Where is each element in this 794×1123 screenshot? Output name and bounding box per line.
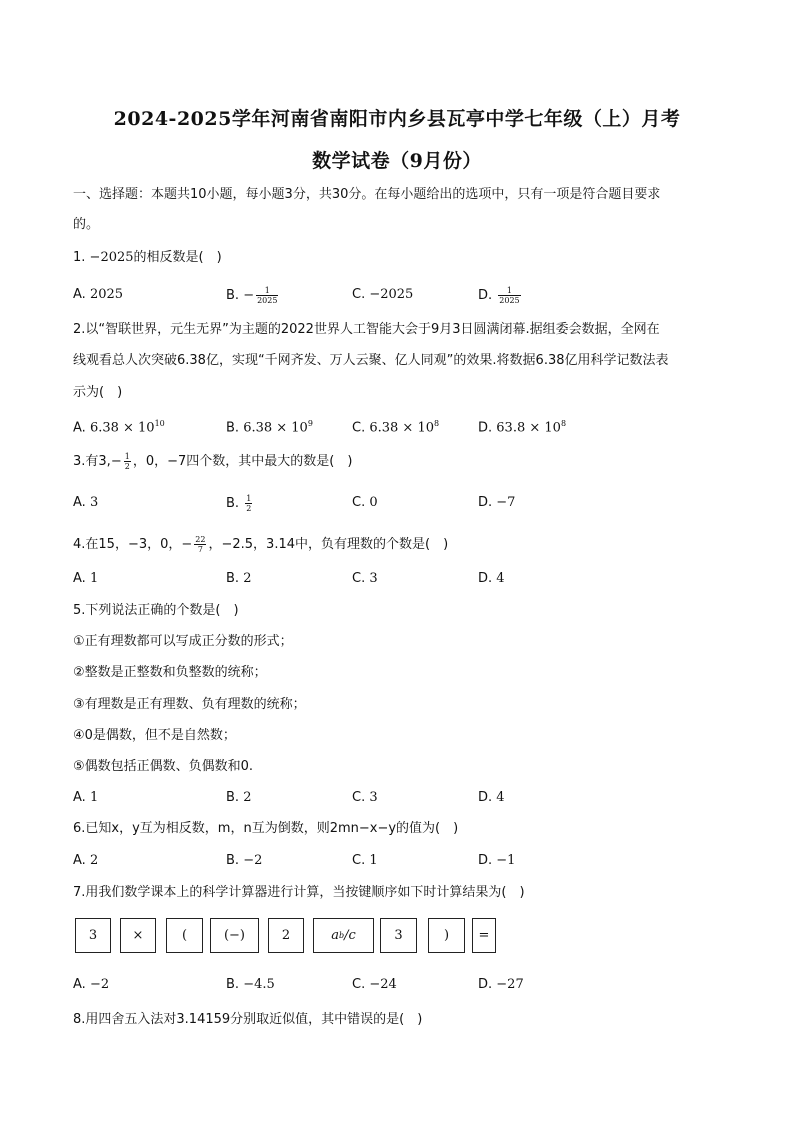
question-4-option-b xyxy=(226,570,251,588)
stem-text: 4.在15，−3，0， xyxy=(73,537,182,552)
fraction-key-c: /c xyxy=(344,928,356,943)
option-label: A. xyxy=(73,977,90,992)
question-4-stem xyxy=(73,535,723,554)
option-value: −27 xyxy=(496,977,524,992)
exam-title-line-1: 2024-2025学年河南省南阳市内乡县瓦亭中学七年级（上）月考 xyxy=(113,108,681,130)
question-4-option-d xyxy=(478,570,505,588)
question-5-statement-5: ⑤偶数包括正偶数、负偶数和0. xyxy=(73,759,254,774)
question-1-option-a xyxy=(73,286,123,304)
option-label: B. xyxy=(226,496,244,511)
option-label: B. xyxy=(226,420,244,436)
numerator: 22 xyxy=(195,535,206,544)
option-label: B. xyxy=(226,288,244,303)
question-5-option-c xyxy=(352,789,378,807)
minus-sign: − xyxy=(243,288,255,303)
math-value: −2025 xyxy=(89,250,134,265)
fraction-key-b: b xyxy=(338,931,345,940)
calculator-key-3-second: 3 xyxy=(380,918,417,953)
denominator: 2 xyxy=(124,462,130,471)
exponent: 10 xyxy=(154,419,165,428)
question-5-statement-1: ①正有理数都可以写成正分数的形式； xyxy=(73,634,293,649)
question-7-option-c xyxy=(352,976,397,994)
question-3-option-d xyxy=(478,494,515,512)
question-6-stem: 6.已知x，y互为相反数，m，n互为倒数，则2mn−x−y的值为( ) xyxy=(73,821,459,836)
option-label: D. xyxy=(478,420,497,436)
option-label: B. xyxy=(226,853,244,868)
question-7-stem: 7.用我们数学课本上的科学计算器进行计算，当按键顺序如下时计算结果为( ) xyxy=(73,885,525,900)
denominator: 7 xyxy=(197,545,203,554)
question-2-option-c xyxy=(352,415,439,437)
section-instructions-line-2: 的。 xyxy=(73,217,100,232)
option-label: A. xyxy=(73,571,90,586)
option-value: 2 xyxy=(243,571,252,586)
option-label: C. xyxy=(352,571,370,586)
option-value: 4 xyxy=(496,571,505,586)
option-label: C. xyxy=(352,420,370,436)
option-value: −24 xyxy=(369,977,397,992)
fraction xyxy=(256,286,278,305)
fraction-key-a: a xyxy=(331,928,339,943)
option-value: −2 xyxy=(89,977,110,992)
question-8-stem: 8.用四舍五入法对3.14159分别取近似值，其中错误的是( ) xyxy=(73,1012,423,1027)
question-5-statement-3: ③有理数是正有理数、负有理数的统称； xyxy=(73,697,306,712)
question-7-option-d xyxy=(478,976,524,994)
option-value: 3 xyxy=(369,571,378,586)
option-label: D. xyxy=(478,288,497,303)
option-value: −1 xyxy=(496,853,516,868)
option-value: −4.5 xyxy=(243,977,275,992)
numerator: 1 xyxy=(256,286,278,296)
exponent: 9 xyxy=(307,419,313,428)
question-6-option-a xyxy=(73,852,98,870)
option-label: A. xyxy=(73,495,90,510)
question-2-option-b xyxy=(226,415,313,437)
denominator: 2025 xyxy=(499,296,520,305)
question-1-option-b xyxy=(226,286,280,305)
option-label: B. xyxy=(226,790,244,805)
question-6-option-c xyxy=(352,852,378,870)
option-value: 2 xyxy=(89,853,99,868)
option-value: 1 xyxy=(89,571,99,586)
question-6-option-d xyxy=(478,852,515,870)
question-1-option-d xyxy=(478,286,523,305)
calculator-key-fraction xyxy=(313,918,374,953)
question-7-option-a xyxy=(73,976,109,994)
calculator-key-close-paren: ) xyxy=(428,918,465,953)
calculator-key-multiply: × xyxy=(120,918,156,953)
option-label: C. xyxy=(352,790,370,805)
option-label: A. xyxy=(73,420,90,436)
option-label: A. xyxy=(73,853,90,868)
minus-sign: − xyxy=(110,454,122,469)
option-value: 2025 xyxy=(89,287,124,302)
question-1-stem xyxy=(73,249,723,267)
calculator-key-negative: (−) xyxy=(210,918,259,953)
question-5-statement-2: ②整数是正整数和负整数的统称； xyxy=(73,665,267,680)
option-label: D. xyxy=(478,977,497,992)
denominator: 2 xyxy=(246,504,252,513)
fraction xyxy=(124,452,131,471)
option-label: D. xyxy=(478,853,497,868)
minus-sign: − xyxy=(181,537,193,552)
question-1-option-c xyxy=(352,286,413,304)
exponent: 8 xyxy=(434,419,440,428)
question-4-option-c xyxy=(352,570,378,588)
question-6-option-b xyxy=(226,852,262,870)
question-2-stem-line-1: 2.以“智联世界，元生无界”为主题的2022世界人工智能大会于9月3日圆满闭幕.据组委会数据，全网在 xyxy=(73,322,660,337)
option-label: C. xyxy=(352,287,370,302)
option-value: −2 xyxy=(243,853,263,868)
option-label: C. xyxy=(352,977,370,992)
stem-text: ，0，−7四个数，其中最大的数是( ) xyxy=(132,454,353,469)
numerator: 1 xyxy=(246,494,252,503)
option-value: 4 xyxy=(496,790,505,805)
option-label: C. xyxy=(352,495,370,510)
stem-text: 3.有3, xyxy=(73,454,111,469)
question-2-option-d xyxy=(478,415,566,437)
option-value: 3 xyxy=(369,790,378,805)
option-value: −7 xyxy=(496,495,516,510)
question-3-option-c xyxy=(352,494,378,512)
calculator-key-3: 3 xyxy=(75,918,111,953)
option-value: 6.38 × 10 xyxy=(89,420,155,436)
option-value: 2 xyxy=(243,790,252,805)
option-label: A. xyxy=(73,790,90,805)
fraction xyxy=(498,286,520,305)
calculator-key-equals: = xyxy=(472,918,496,953)
question-5-option-a xyxy=(73,789,98,807)
option-label: D. xyxy=(478,790,497,805)
fraction xyxy=(245,494,252,513)
exam-title-line-2: 数学试卷（9月份） xyxy=(312,150,482,172)
question-5-option-b xyxy=(226,789,251,807)
option-label: A. xyxy=(73,287,90,302)
option-label: D. xyxy=(478,571,497,586)
question-3-option-b xyxy=(226,494,254,513)
fraction xyxy=(194,535,206,554)
option-value: 3 xyxy=(89,495,99,510)
numerator: 1 xyxy=(498,286,520,296)
option-value: −2025 xyxy=(369,287,414,302)
question-3-stem xyxy=(73,452,723,471)
denominator: 2025 xyxy=(257,296,278,305)
option-value: 1 xyxy=(89,790,99,805)
question-2-stem-line-2: 线观看总人次突破6.38亿，实现“千网齐发、万人云聚、亿人同观”的效果.将数据6.38亿用科学记数法表 xyxy=(73,353,669,368)
question-3-option-a xyxy=(73,494,98,512)
option-value: 63.8 × 10 xyxy=(496,420,561,436)
calculator-key-open-paren: ( xyxy=(166,918,203,953)
stem-text: ，−2.5，3.14中，负有理数的个数是( ) xyxy=(208,537,449,552)
numerator: 1 xyxy=(124,452,130,461)
question-5-stem: 5.下列说法正确的个数是( ) xyxy=(73,603,239,618)
option-label: C. xyxy=(352,853,370,868)
section-instructions-line-1: 一、选择题：本题共10小题，每小题3分，共30分。在每小题给出的选项中，只有一项是符合题目要求 xyxy=(73,187,661,202)
option-value: 6.38 × 10 xyxy=(369,420,434,436)
option-value: 1 xyxy=(369,853,378,868)
option-value: 6.38 × 10 xyxy=(243,420,308,436)
calculator-key-2: 2 xyxy=(268,918,304,953)
stem-text: 的相反数是( ) xyxy=(133,250,222,265)
question-2-option-a xyxy=(73,415,165,437)
question-7-option-b xyxy=(226,976,275,994)
question-5-option-d xyxy=(478,789,505,807)
question-number: 1. xyxy=(73,250,90,265)
question-2-stem-line-3: 示为( ) xyxy=(73,385,123,400)
question-4-option-a xyxy=(73,570,98,588)
question-5-statement-4: ④0是偶数，但不是自然数； xyxy=(73,728,236,743)
option-label: D. xyxy=(478,495,497,510)
option-label: B. xyxy=(226,571,244,586)
option-label: B. xyxy=(226,977,244,992)
option-value: 0 xyxy=(369,495,378,510)
exponent: 8 xyxy=(560,419,567,428)
